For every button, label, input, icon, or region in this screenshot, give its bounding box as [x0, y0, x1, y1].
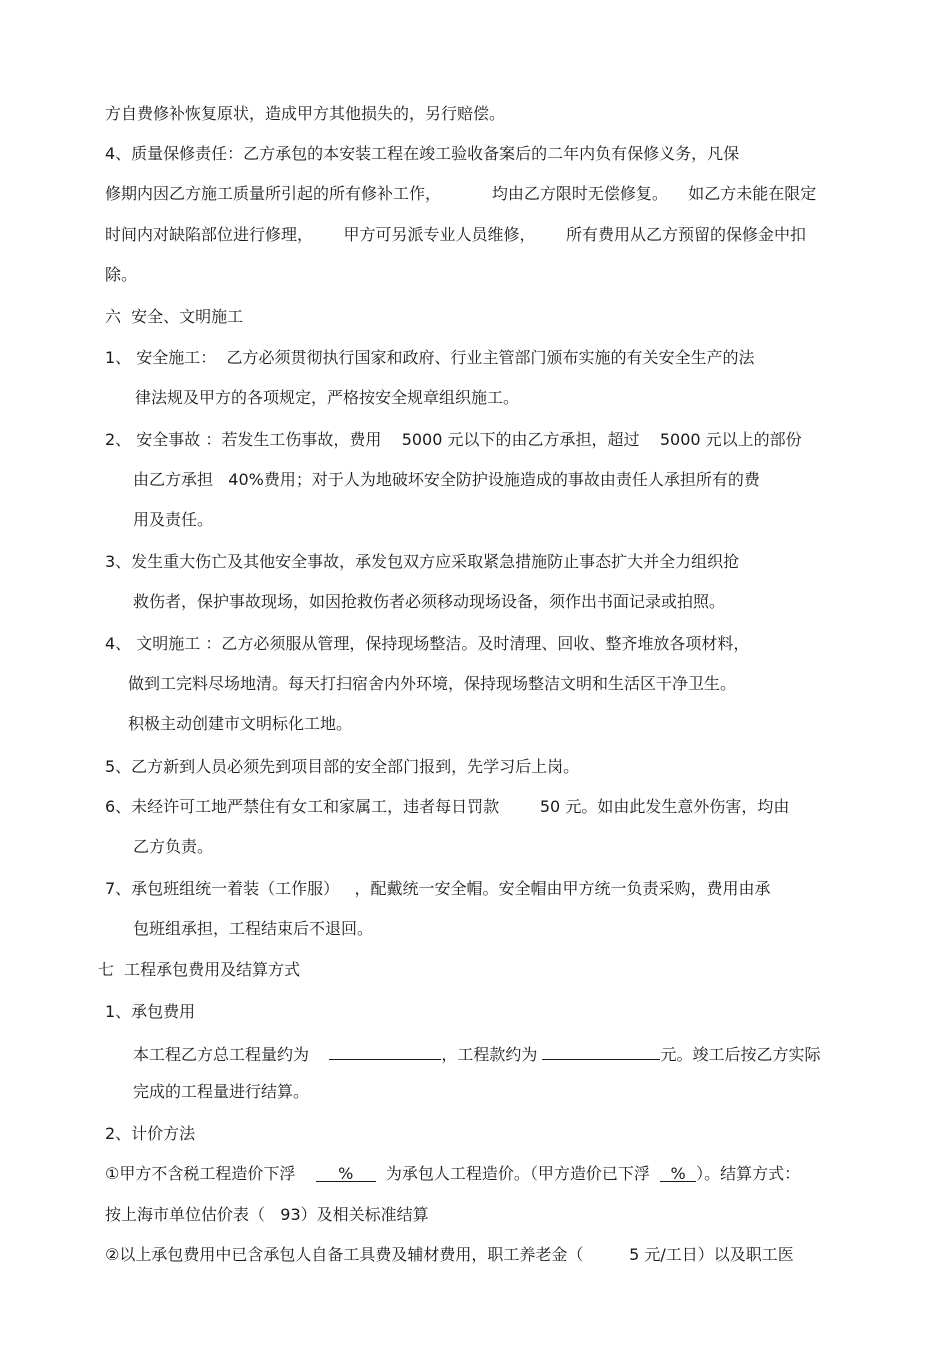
text-line-major-accident-2: 救伤者，保护事故现场，如因抢救伤者必须移动现场设备，须作出书面记录或拍照。: [133, 592, 726, 611]
section-heading-fees: 七 工程承包费用及结算方式: [98, 960, 301, 979]
text-line-safety-construction-1: 1、 安全施工： 乙方必须贯彻执行国家和政府、行业主管部门颁布实施的有关安全生产的法: [105, 348, 755, 367]
subheading-contract-fee: 1、承包费用: [105, 1002, 196, 1021]
text-line-civilized-2: 做到工完料尽场地清。每天打扫宿舍内外环境，保持现场整洁文明和生活区干净卫生。: [128, 674, 737, 693]
text-line-safety-accident-2: 由乙方承担 40%费用；对于人为地破坏安全防护设施造成的事故由责任人承担所有的费: [133, 470, 760, 489]
text-line-price-discount: [105, 1163, 800, 1185]
text-line-civilized-1: 4、 文明施工 ：乙方必须服从管理，保持现场整洁。及时清理、回收、整齐堆放各项材料，: [105, 634, 750, 653]
text-line-repair-compensation: 方自费修补恢复原状，造成甲方其他损失的，另行赔偿。: [105, 104, 506, 123]
text-line-no-family-2: 乙方负责。: [133, 837, 214, 856]
text-line-safety-accident-1: 2、 安全事故 ：若发生工伤事故，费用 5000 元以下的由乙方承担，超过 5000 元以上的部份: [105, 430, 802, 449]
fee-text-before: 本工程乙方总工程量约为: [133, 1045, 330, 1064]
subheading-pricing-method: 2、计价方法: [105, 1124, 196, 1143]
fee-text-after: 元。竣工后按乙方实际: [660, 1045, 821, 1064]
price-text-part1: ①甲方不含税工程造价下浮: [105, 1164, 316, 1183]
fee-text-middle: ，工程款约为: [441, 1045, 543, 1064]
text-line-uniform-1: 7、承包班组统一着装（工作服） ，配戴统一安全帽。安全帽由甲方统一负责采购，费用由承: [105, 879, 771, 898]
discount-percent-blank: %: [316, 1163, 376, 1182]
text-line-settlement: 完成的工程量进行结算。: [133, 1082, 310, 1101]
owner-discount-percent-blank: %: [660, 1163, 696, 1182]
price-text-part2: 为承包人工程造价。（甲方造价已下浮: [375, 1164, 661, 1183]
text-line-included-costs: ②以上承包费用中已含承包人自备工具费及辅材费用，职工养老金（ 5 元/工日）以及职工医: [105, 1245, 794, 1264]
text-line-uniform-2: 包班组承担，工程结束后不退回。: [133, 919, 374, 938]
price-text-part3: ）。结算方式：: [696, 1164, 801, 1183]
amount-blank: [542, 1041, 660, 1060]
text-line-warranty-4: 除。: [105, 265, 138, 284]
text-line-fee-amount: [133, 1041, 820, 1066]
text-line-new-staff: 5、乙方新到人员必须先到项目部的安全部门报到，先学习后上岗。: [105, 757, 580, 776]
section-heading-safety: 六 安全、文明施工: [105, 307, 244, 326]
text-line-civilized-3: 积极主动创建市文明标化工地。: [128, 714, 353, 733]
text-line-major-accident-1: 3、发生重大伤亡及其他安全事故，承发包双方应采取紧急措施防止事态扩大并全力组织抢: [105, 552, 740, 571]
text-line-price-table: 按上海市单位估价表（ 93）及相关标准结算: [105, 1205, 429, 1224]
text-line-warranty-1: 4、质量保修责任：乙方承包的本安装工程在竣工验收备案后的二年内负有保修义务，凡保: [105, 144, 740, 163]
text-line-no-family-1: 6、未经许可工地严禁住有女工和家属工，违者每日罚款 50 元。如由此发生意外伤害，均由: [105, 797, 790, 816]
text-line-warranty-2: 修期内因乙方施工质量所引起的所有修补工作， 均由乙方限时无偿修复。 如乙方未能在限定: [105, 184, 817, 203]
quantity-blank: [329, 1041, 441, 1060]
text-line-safety-construction-2: 律法规及甲方的各项规定，严格按安全规章组织施工。: [135, 388, 520, 407]
text-line-warranty-3: 时间内对缺陷部位进行修理， 甲方可另派专业人员维修， 所有费用从乙方预留的保修金中扣: [105, 225, 807, 244]
text-line-safety-accident-3: 用及责任。: [133, 510, 214, 529]
